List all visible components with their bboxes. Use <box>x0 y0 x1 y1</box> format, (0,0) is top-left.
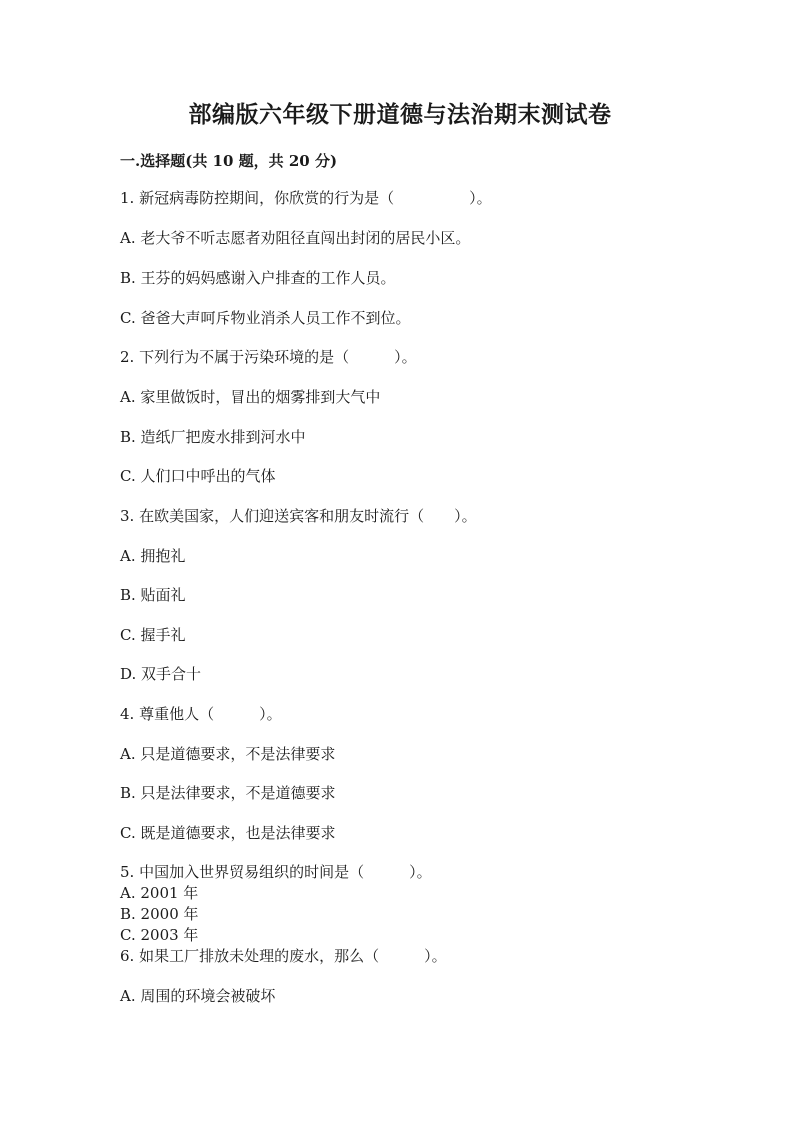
question-1-option-a: A. 老大爷不听志愿者劝阻径直闯出封闭的居民小区。 <box>120 229 471 247</box>
question-2-option-b: B. 造纸厂把废水排到河水中 <box>120 428 306 446</box>
section-heading: 一.选择题(共 10 题，共 20 分) <box>120 152 338 170</box>
question-3-option-a: A. 拥抱礼 <box>120 547 186 565</box>
question-1-option-b: B. 王芬的妈妈感谢入户排查的工作人员。 <box>120 269 396 287</box>
question-3-option-c: C. 握手礼 <box>120 626 186 644</box>
question-4-option-c: C. 既是道德要求，也是法律要求 <box>120 824 336 842</box>
question-1-option-c: C. 爸爸大声呵斥物业消杀人员工作不到位。 <box>120 309 411 327</box>
question-2-option-a: A. 家里做饭时，冒出的烟雾排到大气中 <box>120 388 381 406</box>
question-5-stem: 5. 中国加入世界贸易组织的时间是（ ）。 <box>120 863 432 881</box>
question-4-option-a: A. 只是道德要求，不是法律要求 <box>120 745 336 763</box>
question-3-option-b: B. 贴面礼 <box>120 586 186 604</box>
question-5-option-c: C. 2003 年 <box>120 926 199 944</box>
question-5-option-a: A. 2001 年 <box>120 884 199 902</box>
question-1-stem: 1. 新冠病毒防控期间，你欣赏的行为是（ ）。 <box>120 189 492 207</box>
question-5-option-b: B. 2000 年 <box>120 905 199 923</box>
question-4-option-b: B. 只是法律要求，不是道德要求 <box>120 784 336 802</box>
question-3-option-d: D. 双手合十 <box>120 665 202 683</box>
question-6-option-a: A. 周围的环境会被破坏 <box>120 987 276 1005</box>
question-2-stem: 2. 下列行为不属于污染环境的是（ ）。 <box>120 348 417 366</box>
exam-title: 部编版六年级下册道德与法治期末测试卷 <box>188 101 612 128</box>
question-2-option-c: C. 人们口中呼出的气体 <box>120 467 276 485</box>
question-6-stem: 6. 如果工厂排放未处理的废水，那么（ ）。 <box>120 947 447 965</box>
question-4-stem: 4. 尊重他人（ ）。 <box>120 705 282 723</box>
question-3-stem: 3. 在欧美国家，人们迎送宾客和朋友时流行（ ）。 <box>120 507 477 525</box>
